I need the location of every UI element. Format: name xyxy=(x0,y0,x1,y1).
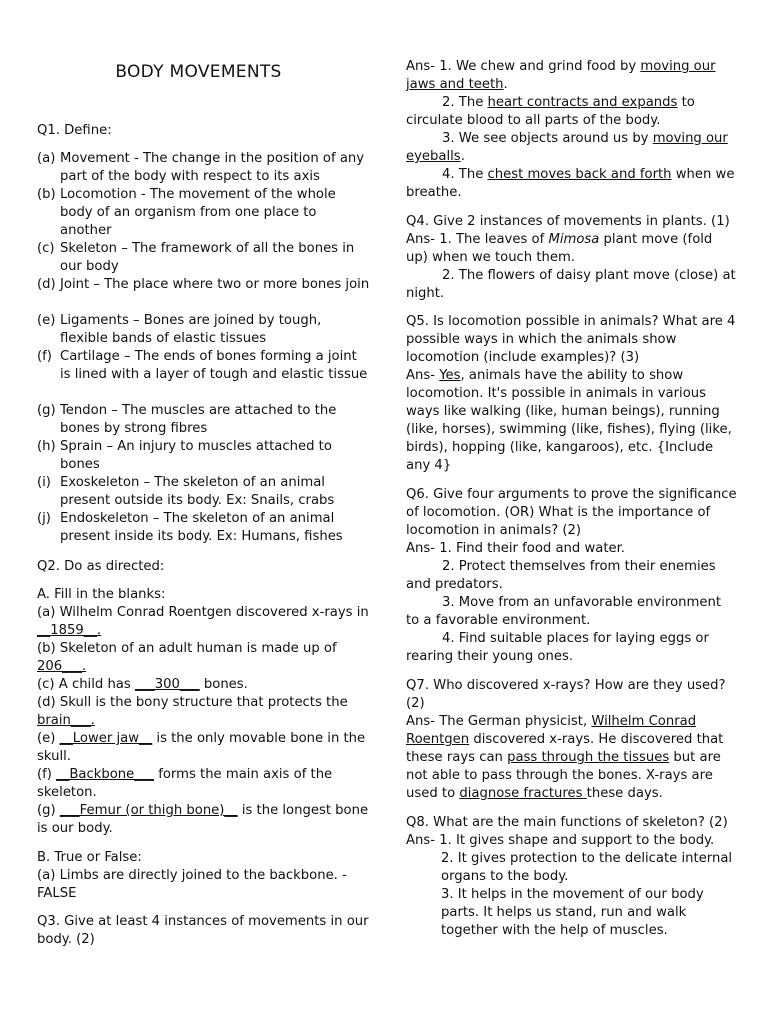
answer-key-phrase: diagnose fractures xyxy=(459,786,587,801)
q3-answer-4 xyxy=(406,166,738,202)
q1-heading: Q1. Define: xyxy=(37,123,112,138)
q8-block xyxy=(406,814,738,940)
q6-answer-1: Ans- 1. Find their food and water. xyxy=(406,541,626,556)
answer-text: but are not able to pass through the bones. X-rays are used to xyxy=(406,750,721,801)
fill-text: (g) xyxy=(37,803,60,818)
fill-text: (a) Wilhelm Conrad Roentgen discovered x-rays in xyxy=(37,605,369,620)
definition-text: Skeleton – The framework of all the bones in our body xyxy=(60,241,355,274)
definition-label: (f) xyxy=(37,349,52,364)
fill-answer: ___Femur (or thigh bone)__ xyxy=(59,803,238,818)
definition-item xyxy=(37,276,370,312)
definition-text: Joint – The place where two or more bones join xyxy=(60,277,370,292)
fill-answer: 206___. xyxy=(37,659,87,674)
q4-answer-2 xyxy=(406,267,738,303)
fill-text: (f) xyxy=(37,767,57,782)
fill-answer: brain___. xyxy=(37,713,95,728)
q6-answer-2 xyxy=(406,558,738,594)
definition-text: Sprain – An injury to muscles attached to bones xyxy=(60,439,332,472)
answer-text: . xyxy=(503,77,508,92)
definition-label: (c) xyxy=(37,241,55,256)
q5-answer xyxy=(406,367,738,475)
fill-text: (e) xyxy=(37,731,60,746)
definition-label: (i) xyxy=(37,475,51,490)
answer-text: to circulate blood to all parts of the body. xyxy=(406,95,695,128)
fill-item-g xyxy=(37,802,370,838)
q3-answer-2 xyxy=(406,94,738,130)
q3-question: Q3. Give at least 4 instances of movements in our body. (2) xyxy=(37,914,369,947)
fill-item-a xyxy=(37,604,370,640)
answer-text: discovered x-rays. He discovered that these rays can xyxy=(406,732,724,765)
q8-answer-2: 2. It gives protection to the delicate internal organs to the body. xyxy=(441,851,733,884)
answer-key-phrase: chest moves back and forth xyxy=(487,167,672,182)
answer-key-phrase: pass through the tissues xyxy=(507,750,670,765)
definition-text: Endoskeleton – The skeleton of an animal present inside its body. Ex: Humans, fishes xyxy=(60,511,343,544)
answer-key-phrase: moving our eyeballs xyxy=(406,131,728,164)
answer-text: plant move (fold up) when we touch them. xyxy=(406,232,713,265)
definition-text: Ligaments – Bones are joined by tough, flexible bands of elastic tissues xyxy=(60,313,322,346)
answer-text: 4. The xyxy=(442,167,488,182)
q6-answer-3 xyxy=(406,594,738,630)
answer-text: 2. Protect themselves from their enemies and predators. xyxy=(406,559,716,592)
definition-label: (g) xyxy=(37,403,56,418)
definition-label: (b) xyxy=(37,187,56,202)
definition-item xyxy=(37,312,370,348)
fill-blanks-section xyxy=(37,586,370,838)
answer-text: 2. The flowers of daisy plant move (close) at night. xyxy=(406,268,736,301)
true-false-section xyxy=(37,849,370,903)
definition-item xyxy=(37,474,370,510)
q2-heading: Q2. Do as directed: xyxy=(37,559,165,574)
definition-label: (h) xyxy=(37,439,56,454)
definition-item xyxy=(37,240,370,276)
q3-answer-1 xyxy=(406,58,738,94)
answer-text: these days. xyxy=(586,786,663,801)
answer-text: . xyxy=(460,149,465,164)
q8-question: Q8. What are the main functions of skeleton? (2) xyxy=(406,815,728,830)
q5-question: Q5. Is locomotion possible in animals? What are 4 possible ways in which the animals show locomotion (include examples)? (3) xyxy=(406,314,736,365)
q4-block xyxy=(406,213,738,303)
answer-text: 3. We see objects around us by xyxy=(442,131,653,146)
page-title: BODY MOVEMENTS xyxy=(115,62,282,82)
fill-answer: __Backbone___ xyxy=(56,767,155,782)
definition-item xyxy=(37,402,370,438)
fill-text: is the only movable bone in the skull. xyxy=(37,731,366,764)
answer-key-phrase: Wilhelm Conrad Roentgen xyxy=(406,714,697,747)
definition-text: Exoskeleton – The skeleton of an animal present outside its body. Ex: Snails, crabs xyxy=(60,475,335,508)
definition-label: (d) xyxy=(37,277,56,292)
fill-item-b xyxy=(37,640,370,676)
definition-label: (e) xyxy=(37,313,56,328)
definition-item xyxy=(37,510,370,546)
true-false-item-a: (a) Limbs are directly joined to the backbone. - FALSE xyxy=(37,868,347,901)
definition-item xyxy=(37,150,370,186)
answer-key-phrase: Yes xyxy=(439,368,461,383)
fill-text: bones. xyxy=(199,677,248,692)
q5-block xyxy=(406,313,738,475)
answer-text: 3. Move from an unfavorable environment to a favorable environment. xyxy=(406,595,721,628)
fill-text: (d) Skull is the bony structure that protects the xyxy=(37,695,348,710)
definition-text: Cartilage – The ends of bones forming a joint is lined with a layer of tough and elastic tissue xyxy=(60,349,368,382)
q6-block xyxy=(406,486,738,666)
answer-text: Ans- 1. We chew and grind food by xyxy=(406,59,641,74)
definition-text: Tendon – The muscles are attached to the bones by strong fibres xyxy=(60,403,337,436)
fill-answer: __Lower jaw__ xyxy=(59,731,153,746)
fill-item-f xyxy=(37,766,370,802)
q6-question: Q6. Give four arguments to prove the significance of locomotion. (OR) What is the importance of locomotion in animals? (2) xyxy=(406,487,737,538)
definition-label: (j) xyxy=(37,511,51,526)
fill-blanks-heading: A. Fill in the blanks: xyxy=(37,587,166,602)
answer-text: Ans- 1. The leaves of xyxy=(406,232,549,247)
answer-text: Ans- The German physicist, xyxy=(406,714,592,729)
answer-text: , animals have the ability to show locomotion. It's possible in animals in various ways like walking (like, human beings), running (like, horses), swimming (like, fishes), flying (like, birds), hopping (like, kangaroos), etc. {Include any 4} xyxy=(406,368,732,473)
fill-item-c xyxy=(37,676,370,694)
definition-item xyxy=(37,438,370,474)
answer-italic-term: Mimosa xyxy=(548,232,600,247)
answer-key-phrase: heart contracts and expands xyxy=(487,95,678,110)
definition-item xyxy=(37,348,370,402)
fill-answer: __1859__. xyxy=(37,623,102,638)
fill-text: is the longest bone is our body. xyxy=(37,803,369,836)
fill-item-e xyxy=(37,730,370,766)
definition-item xyxy=(37,186,370,240)
fill-item-d xyxy=(37,694,370,730)
answer-text: 4. Find suitable places for laying eggs or rearing their young ones. xyxy=(406,631,709,664)
fill-text: (c) A child has xyxy=(37,677,135,692)
q4-question: Q4. Give 2 instances of movements in plants. (1) xyxy=(406,214,730,229)
fill-text: forms the main axis of the skeleton. xyxy=(37,767,333,800)
definition-text: Movement - The change in the position of any part of the body with respect to its axis xyxy=(60,151,365,184)
q8-answer-1: Ans- 1. It gives shape and support to the body. xyxy=(406,833,715,848)
answer-text: when we breathe. xyxy=(406,167,735,200)
q4-answer-1 xyxy=(406,231,738,267)
q7-question: Q7. Who discovered x-rays? How are they used? (2) xyxy=(406,678,726,711)
definitions-list xyxy=(37,150,370,546)
q6-answer-4 xyxy=(406,630,738,666)
definition-label: (a) xyxy=(37,151,56,166)
q8-answer-3: 3. It helps in the movement of our body parts. It helps us stand, run and walk together with the help of muscles. xyxy=(441,887,704,938)
fill-answer: ___300___ xyxy=(134,677,200,692)
q7-block xyxy=(406,677,738,803)
q7-answer xyxy=(406,713,738,803)
definition-text: Locomotion - The movement of the whole body of an organism from one place to another xyxy=(60,187,336,238)
fill-text: (b) Skeleton of an adult human is made up of xyxy=(37,641,337,656)
true-false-heading: B. True or False: xyxy=(37,850,142,865)
q3-answer xyxy=(406,58,738,202)
answer-text: Ans- xyxy=(406,368,440,383)
answer-text: 2. The xyxy=(442,95,488,110)
q3-answer-3 xyxy=(406,130,738,166)
answer-key-phrase: moving our jaws and teeth xyxy=(406,59,716,92)
